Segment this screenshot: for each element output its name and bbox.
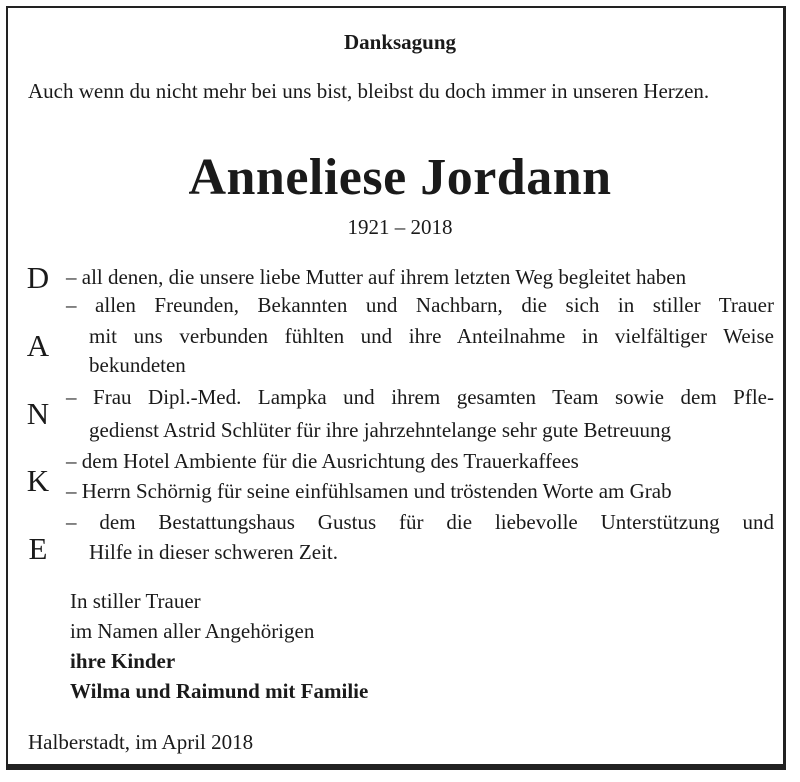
place-date: Halberstadt, im April 2018 [28, 730, 254, 754]
signature-names: Wilma und Raimund mit Familie [70, 679, 369, 703]
danke-letter-n: N [26, 396, 50, 431]
thanks-line: – Frau Dipl.-Med. Lampka und ihrem gesamten Team sowie dem Pfle- [66, 385, 774, 409]
thanks-line: – Herrn Schörnig für seine einfühlsamen und tröstenden Worte am Grab [66, 479, 672, 503]
thanks-line: gedienst Astrid Schlüter für ihre jahrzehntelange sehr gute Betreuung [89, 418, 671, 442]
thanks-line: – all denen, die unsere liebe Mutter auf ihrem letzten Weg begleitet haben [66, 265, 687, 289]
danke-letter-k: K [26, 463, 50, 498]
thanks-line: – dem Hotel Ambiente für die Ausrichtung des Trauerkaffees [66, 449, 579, 473]
danke-letter-d: D [26, 260, 50, 295]
notice-title: Danksagung [343, 30, 457, 54]
thanks-line: – dem Bestattungshaus Gustus für die liebevolle Unterstützung und [66, 510, 774, 534]
thanks-line: Hilfe in dieser schweren Zeit. [89, 540, 338, 564]
thanks-line: – allen Freunden, Bekannten und Nachbarn, die sich in stiller Trauer [66, 293, 774, 317]
thanks-line: mit uns verbunden fühlten und ihre Anteilnahme in vielfältiger Weise [89, 324, 774, 348]
deceased-name: Anneliese Jordann [188, 149, 612, 206]
signature-line: im Namen aller Angehörigen [70, 619, 315, 643]
life-years: 1921 – 2018 [347, 215, 453, 239]
intro-text: Auch wenn du nicht mehr bei uns bist, bleibst du doch immer in unseren Herzen. [28, 79, 710, 103]
thanks-line: bekundeten [89, 353, 186, 377]
signature-children: ihre Kinder [70, 649, 176, 673]
danke-letter-e: E [28, 531, 48, 566]
danke-letter-a: A [26, 328, 50, 363]
signature-line: In stiller Trauer [70, 589, 201, 613]
